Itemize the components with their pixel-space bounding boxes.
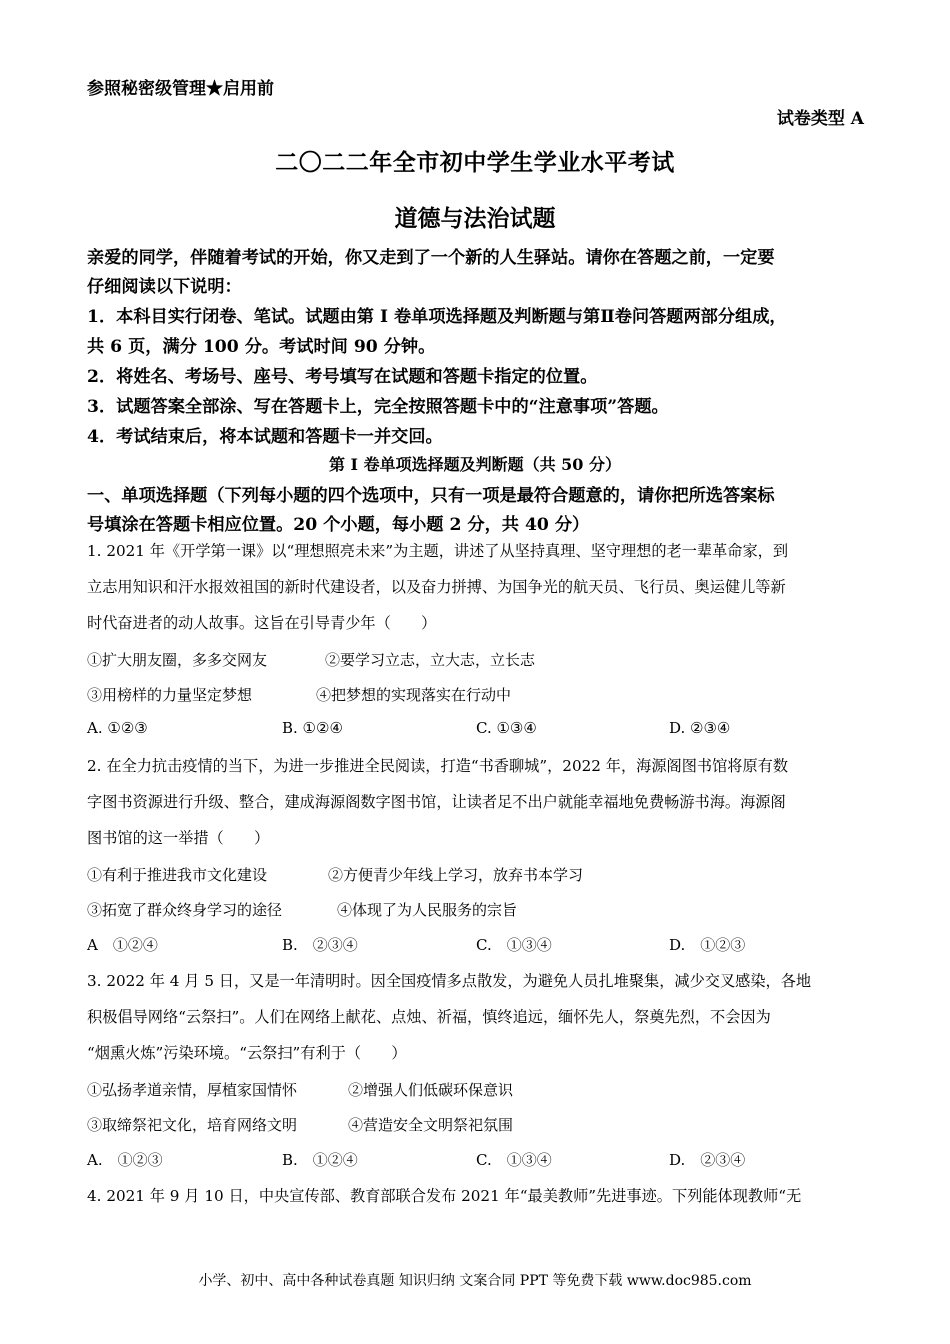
question-3-statement-3: ③取缔祭祀文化，培育网络文明 (87, 1116, 298, 1134)
question-2-line-1: 2. 在全力抗击疫情的当下，为进一步推进全民阅读，打造“书香聊城”，2022 年，海源阁图书馆将原有数 (87, 757, 789, 775)
question-1-option-a: A. ①②③ (87, 719, 148, 737)
question-3-option-c: C. ①③④ (476, 1151, 552, 1169)
question-1-statement-3: ③用榜样的力量坚定梦想 (87, 686, 253, 704)
instruction-2: 2．将姓名、考场号、座号、考号填写在试题和答题卡指定的位置。 (87, 367, 598, 387)
question-1-option-c: C. ①③④ (476, 719, 537, 737)
question-3-line-2: 积极倡导网络“云祭扫”。人们在网络上献花、点烛、祈福，慎终追远，缅怀先人，祭奠先烈，不会因为 (87, 1008, 771, 1026)
exam-subject-title: 道德与法治试题 (394, 205, 556, 232)
part-one-heading-a: 一、单项选择题（下列每小题的四个选项中，只有一项是最符合题意的，请你把所选答案标 (87, 486, 775, 506)
question-4-line-1: 4. 2021 年 9 月 10 日，中央宣传部、教育部联合发布 2021 年“最美教师”先进事迹。下列能体现教师“无 (87, 1187, 802, 1205)
page-footer: 小学、初中、高中各种试卷真题 知识归纳 文案合同 PPT 等免费下载 www.doc985.com (198, 1273, 752, 1289)
question-2-line-3: 图书馆的这一举措（ ） (87, 829, 270, 847)
instruction-1a: 1．本科目实行闭卷、笔试。试题由第 I 卷单项选择题及判断题与第Ⅱ卷问答题两部分组成， (87, 307, 787, 327)
question-3-statement-1: ①弘扬孝道亲情，厚植家国情怀 (87, 1081, 298, 1099)
question-3-line-1: 3. 2022 年 4 月 5 日，又是一年清明时。因全国疫情多点散发，为避免人员扎堆聚集，减少交叉感染，各地 (87, 972, 812, 990)
question-3-option-a: A. ①②③ (87, 1151, 163, 1169)
question-3-option-b: B. ①②④ (282, 1151, 358, 1169)
question-2-option-c: C. ①③④ (476, 936, 552, 954)
question-2-statement-3: ③拓宽了群众终身学习的途径 (87, 901, 283, 919)
part-one-heading-b: 号填涂在答题卡相应位置。20 个小题，每小题 2 分，共 40 分） (87, 515, 590, 535)
question-2-option-b: B. ②③④ (282, 936, 358, 954)
exam-title: 二〇二二年全市初中学生学业水平考试 (275, 149, 675, 176)
confidentiality-label: 参照秘密级管理★启用前 (87, 79, 274, 99)
question-2-option-d: D. ①②③ (669, 936, 746, 954)
question-1-statement-2: ②要学习立志，立大志，立长志 (325, 651, 536, 669)
question-3-option-d: D. ②③④ (669, 1151, 746, 1169)
question-2-statement-1: ①有利于推进我市文化建设 (87, 866, 268, 884)
intro-line-2: 仔细阅读以下说明： (87, 277, 242, 297)
question-2-statement-4: ④体现了为人民服务的宗旨 (337, 901, 518, 919)
paper-type-label: 试卷类型 A (776, 109, 864, 129)
question-2-statement-2: ②方便青少年线上学习，放弃书本学习 (328, 866, 584, 884)
instruction-4: 4．考试结束后，将本试题和答题卡一并交回。 (87, 427, 443, 447)
question-3-line-3: “烟熏火炼”污染环境。“云祭扫”有利于（ ） (87, 1044, 407, 1062)
question-1-line-3: 时代奋进者的动人故事。这旨在引导青少年（ ） (87, 614, 437, 632)
intro-line-1: 亲爱的同学，伴随着考试的开始，你又走到了一个新的人生驿站。请你在答题之前，一定要 (87, 248, 775, 268)
question-3-statement-4: ④营造安全文明祭祀氛围 (348, 1116, 514, 1134)
section-heading: 第 I 卷单项选择题及判断题（共 50 分） (328, 455, 622, 474)
question-1-statement-1: ①扩大朋友圈，多多交网友 (87, 651, 268, 669)
question-1-statement-4: ④把梦想的实现落实在行动中 (316, 686, 512, 704)
question-2-option-a: A ①②④ (87, 936, 158, 954)
question-2-line-2: 字图书资源进行升级、整合，建成海源阁数字图书馆，让读者足不出户就能幸福地免费畅游书海。海源阁 (87, 793, 786, 811)
question-1-option-b: B. ①②④ (282, 719, 343, 737)
question-1-line-2: 立志用知识和汗水报效祖国的新时代建设者，以及奋力拼搏、为国争光的航天员、飞行员、奥运健儿等新 (87, 578, 786, 596)
question-1-line-1: 1. 2021 年《开学第一课》以“理想照亮未来”为主题，讲述了从坚持真理、坚守理想的老一辈革命家，到 (87, 542, 789, 560)
question-1-option-d: D. ②③④ (669, 719, 731, 737)
question-3-statement-2: ②增强人们低碳环保意识 (348, 1081, 514, 1099)
instruction-1b: 共 6 页，满分 100 分。考试时间 90 分钟。 (87, 337, 436, 357)
instruction-3: 3．试题答案全部涂、写在答题卡上，完全按照答题卡中的“注意事项”答题。 (87, 397, 669, 417)
